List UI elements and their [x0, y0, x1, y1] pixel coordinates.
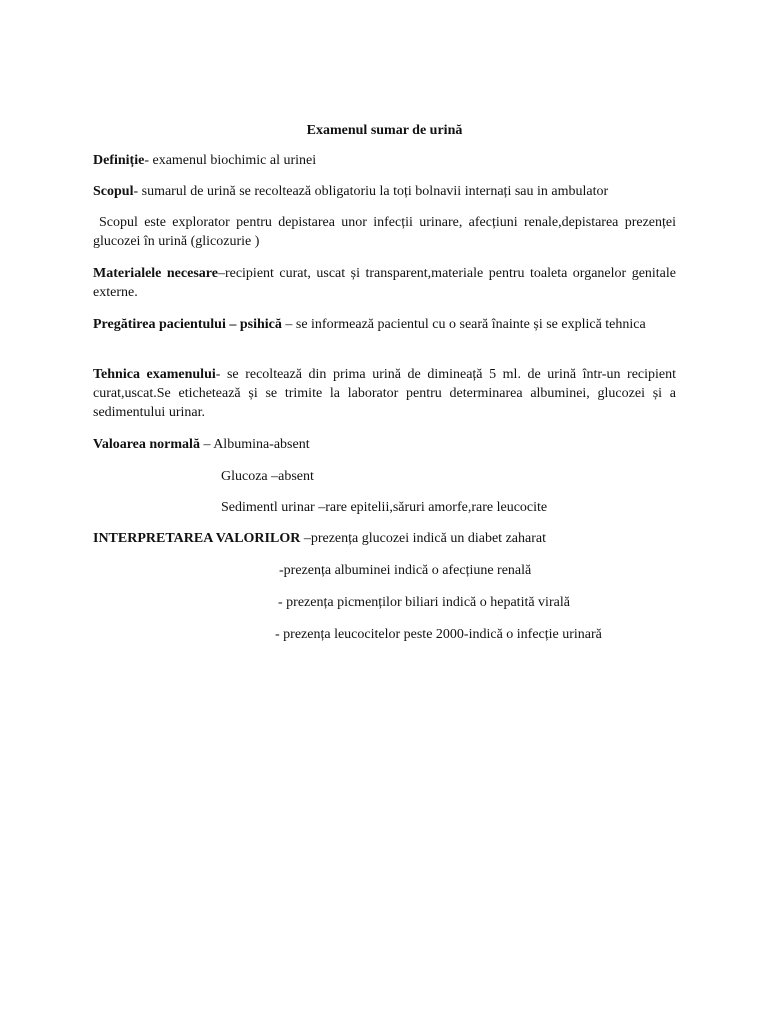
valoarea-item: Sedimentl urinar –rare epitelii,săruri amorfe,rare leucocite — [221, 500, 548, 515]
interpretare-label: INTERPRETAREA VALORILOR — [93, 531, 301, 546]
definitie-text: - examenul biochimic al urinei — [144, 153, 317, 168]
scopul-label: Scopul — [93, 184, 134, 199]
valoarea-separator: – — [199, 437, 214, 452]
valoarea-label: Valoarea normală — [93, 437, 200, 452]
tehnica-paragraph — [93, 365, 676, 422]
document-title: Examenul sumar de urină — [306, 123, 463, 138]
interpretare-item: - prezența picmenților biliari indică o hepatită virală — [278, 595, 570, 610]
interpretare-item: -prezența albuminei indică o afecțiune renală — [279, 563, 532, 578]
pregatirea-label: Pregătirea pacientului – psihică — [93, 317, 282, 332]
tehnica-label: Tehnica examenului — [93, 367, 216, 382]
pregatirea-text: – se informează pacientul cu o seară înainte și se explică tehnica — [281, 317, 646, 332]
materiale-label: Materialele necesare — [93, 266, 218, 281]
interpretare-item: - prezența leucocitelor peste 2000-indică o infecție urinară — [275, 627, 602, 642]
scopul-paragraph — [93, 182, 676, 201]
valoarea-item: Glucoza –absent — [221, 469, 314, 484]
scopul-text: - sumarul de urină se recoltează obligatoriu la toți bolnavii internați sau in ambulator — [133, 184, 609, 199]
pregatirea-paragraph — [93, 315, 676, 334]
valoarea-line — [93, 435, 310, 454]
materiale-paragraph — [93, 264, 676, 302]
interpretare-line — [93, 529, 546, 548]
tehnica-text: - se recoltează din prima urină de dimineață 5 ml. de urină într-un recipient curat,uscat.Se etichetează și se trimite la laborator pentru determinarea albuminei, glucozei și a sedimentului urinar. — [93, 367, 677, 420]
definitie-paragraph — [93, 151, 676, 170]
materiale-text: –recipient curat, uscat și transparent,materiale pentru toaleta organelor genitale externe. — [93, 266, 676, 300]
valoarea-item: Albumina-absent — [213, 437, 310, 452]
scopul-detail-paragraph: Scopul este explorator pentru depistarea unor infecții urinare, afecțiuni renale,depistarea prezenței glucozei în urină (glicozurie ) — [93, 215, 676, 249]
document-page — [93, 0, 676, 1024]
interpretare-first-item: –prezența glucozei indică un diabet zaharat — [300, 531, 546, 546]
definitie-label: Definiție — [93, 153, 145, 168]
